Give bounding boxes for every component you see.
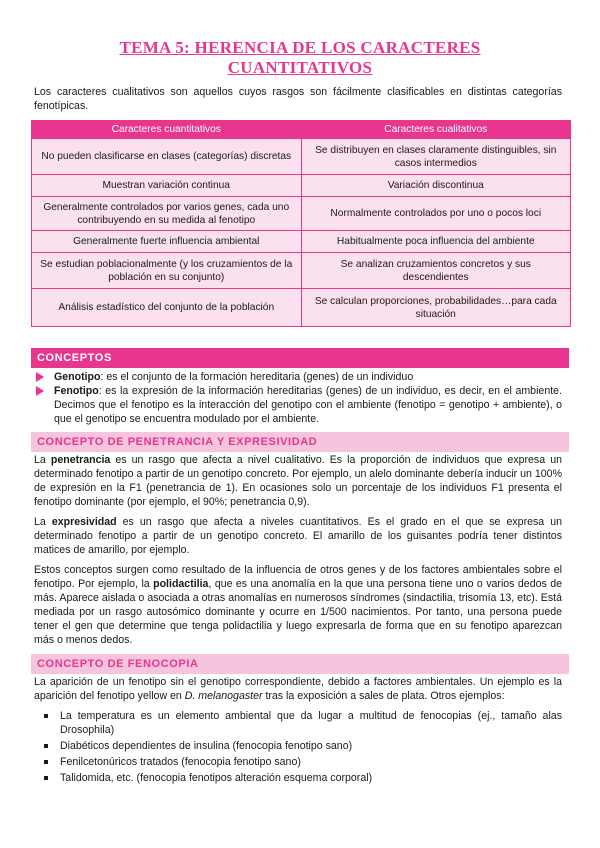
square-bullet-icon bbox=[44, 776, 48, 780]
table-cell: Se calculan proporciones, probabilidades…para cada situación bbox=[301, 289, 571, 327]
table-row bbox=[32, 197, 571, 231]
table-row bbox=[32, 175, 571, 197]
square-bullet-icon bbox=[44, 760, 48, 764]
list-item-text: Fenilcetonúricos tratados (fenocopia fenotipo sano) bbox=[60, 756, 301, 768]
term-expresividad: expresividad bbox=[51, 516, 117, 528]
table-cell: Muestran variación continua bbox=[32, 175, 302, 197]
arrow-bullet-icon bbox=[36, 372, 44, 382]
conceptos-list bbox=[34, 370, 562, 426]
fenocopia-section bbox=[34, 675, 562, 787]
text-span: es un rasgo que afecta a nivel cualitativo. Es la proporción de individuos que expresa un determinado fenotipo a partir de un genotipo concreto. Por ejemplo, un alelo dominante debería inducir un 100% de expresión en la F1 (penetrancia de 1). En ocasiones solo un porcentaje de los individuos F1 presenta el fenotipo dominante (por ejemplo, el 90%; penetrancia 0,9). bbox=[34, 454, 562, 508]
fenocopia-paragraph bbox=[34, 675, 562, 703]
term-penetrancia: penetrancia bbox=[50, 454, 111, 466]
text-span: Estos conceptos surgen como resultado de la influencia de otros genes y de los factores ambientales sobre el fenotipo. Por ejemplo, la bbox=[34, 564, 562, 590]
intro-paragraph: Los caracteres cualitativos son aquellos cuyos rasgos son fácilmente clasificables en distintas categorías fenotípicas. bbox=[34, 86, 562, 112]
table-cell: Análisis estadístico del conjunto de la población bbox=[32, 289, 302, 327]
table-cell: Variación discontinua bbox=[301, 175, 571, 197]
text-span: La bbox=[34, 516, 52, 528]
fenotipo-definition: : es la expresión de la información hereditarias (genes) de un individuo, es decir, en el ambiente. Decimos que el fenotipo es la interacción del genotipo con el ambiente (fenotipo = genotipo + ambiente), o que el genotipo se encuentra modulado por el ambiente. bbox=[54, 385, 562, 425]
table-cell: Se analizan cruzamientos concretos y sus descendientes bbox=[301, 253, 571, 289]
expresividad-paragraph bbox=[34, 515, 562, 557]
table-row bbox=[32, 253, 571, 289]
table-cell: Generalmente controlados por varios genes, cada uno contribuyendo en su medida al fenotipo bbox=[32, 197, 302, 231]
comparison-table bbox=[31, 120, 571, 327]
section-heading-fenocopia: CONCEPTO DE FENOCOPIA bbox=[31, 654, 569, 674]
table-cell: Se distribuyen en clases claramente distinguibles, sin casos intermedios bbox=[301, 139, 571, 175]
page-title bbox=[60, 38, 540, 78]
table-cell: Habitualmente poca influencia del ambiente bbox=[301, 231, 571, 253]
list-item-text: Diabéticos dependientes de insulina (fenocopia fenotipo sano) bbox=[60, 740, 353, 752]
table-cell: Se estudian poblacionalmente (y los cruzamientos de la población en su conjunto) bbox=[32, 253, 302, 289]
term-fenotipo: Fenotipo bbox=[54, 385, 99, 397]
table-row bbox=[32, 289, 571, 327]
section-heading-conceptos: CONCEPTOS bbox=[31, 348, 569, 368]
table-row bbox=[32, 231, 571, 253]
text-span: La aparición de un fenotipo sin el genotipo correspondiente, debido a factores ambientales. Un ejemplo es la aparición del fenotipo yellow en bbox=[34, 676, 562, 702]
polidactilia-paragraph bbox=[34, 563, 562, 647]
fenocopia-list bbox=[34, 709, 562, 785]
text-span: , que es una anomalía en la que una persona tiene uno o varios dedos de más. Aparece aislada o asociada a otras anomalías en numerosos síndromes (sindactilia, trisomía 13, etc). Está mediada por un rasgo autosómico dominante y ocurre en 1/500 nacimientos. Por tanto, una persona puede tener el gen que determine que tenga polidactilia y luego expresarla de forma que en su fenotipo aparezcan más o menos dedos. bbox=[34, 578, 562, 646]
genotipo-definition: : es el conjunto de la formación hereditaria (genes) de un individuo bbox=[100, 371, 414, 383]
list-item bbox=[34, 771, 562, 785]
square-bullet-icon bbox=[44, 714, 48, 718]
term-polidactilia: polidactilia bbox=[153, 578, 209, 590]
list-item-fenotipo bbox=[34, 384, 562, 426]
list-item bbox=[34, 739, 562, 753]
penetrancia-paragraph bbox=[34, 453, 562, 509]
table-row bbox=[32, 139, 571, 175]
table-header-row bbox=[32, 121, 571, 139]
table-cell: No pueden clasificarse en clases (categorías) discretas bbox=[32, 139, 302, 175]
text-span: La bbox=[34, 454, 51, 466]
table-cell: Normalmente controlados por uno o pocos loci bbox=[301, 197, 571, 231]
term-genotipo: Genotipo bbox=[54, 371, 101, 383]
square-bullet-icon bbox=[44, 744, 48, 748]
text-span: es un rasgo que afecta a niveles cuantitativos. Es el grado en el que se expresa un determinado fenotipo a partir de un genotipo concreto. El amarillo de los guisantes podría tener distintos matices de amarillo, por ejemplo. bbox=[34, 516, 562, 556]
list-item-text: La temperatura es un elemento ambiental que da lugar a multitud de fenocopias (ej., tamaño alas Drosophila) bbox=[60, 710, 562, 736]
text-span: tras la exposición a sales de plata. Otros ejemplos: bbox=[262, 690, 505, 702]
column-header-quantitative: Caracteres cuantitativos bbox=[32, 121, 302, 139]
list-item bbox=[34, 709, 562, 737]
list-item-text: Talidomida, etc. (fenocopia fenotipos alteración esquema corporal) bbox=[60, 772, 373, 784]
table-cell: Generalmente fuerte influencia ambiental bbox=[32, 231, 302, 253]
species-name: D. melanogaster bbox=[184, 690, 263, 702]
arrow-bullet-icon bbox=[36, 386, 44, 396]
penetrancia-section bbox=[34, 453, 562, 647]
title-line-1: TEMA 5: HERENCIA DE LOS CARACTERES bbox=[119, 38, 481, 57]
section-heading-penetrancia: CONCEPTO DE PENETRANCIA Y EXPRESIVIDAD bbox=[31, 432, 569, 452]
list-item bbox=[34, 755, 562, 769]
title-line-2: CUANTITATIVOS bbox=[227, 58, 373, 77]
list-item-genotipo bbox=[34, 370, 562, 384]
column-header-qualitative: Caracteres cualitativos bbox=[301, 121, 571, 139]
